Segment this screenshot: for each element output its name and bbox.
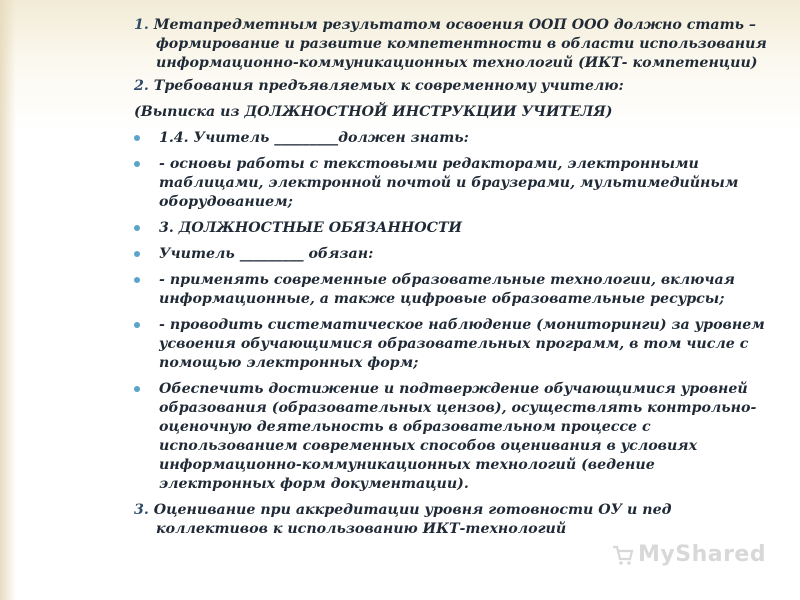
- bullet-text: Обеспечить достижение и подтверждение обучающимися уровней образования (образовательных цензов), осуществлять контрольно-оценочную деятельность в образовательном процессе с использованием современных способов оценивания в условиях информационно-коммуникационных технологий (ведение электронных форм документации).: [159, 381, 757, 492]
- excerpt-note: (Выписка из ДОЛЖНОСТНОЙ ИНСТРУКЦИИ УЧИТЕЛЯ): [134, 104, 613, 120]
- bullet-dot-icon: [134, 322, 140, 328]
- heading-number: 1.: [134, 17, 149, 33]
- heading-text: Требования предъявляемых к современному учителю:: [153, 78, 624, 94]
- bullet-dot-icon: [134, 251, 140, 257]
- bullet-dot-icon: [134, 386, 140, 392]
- bullet-text: 3. ДОЛЖНОСТНЫЕ ОБЯЗАННОСТИ: [159, 220, 462, 236]
- heading-text: Метапредметным результатом освоения ООП ООО должно стать – формирование и развитие компетентности в области использования информационно-коммуникационных технологий (ИКТ- компетенции): [153, 17, 767, 71]
- watermark: [612, 540, 772, 580]
- bullet-item: [134, 245, 774, 264]
- bullet-text: - проводить систематическое наблюдение (мониторинги) за уровнем усвоения обучающимися образовательных программ, в том числе с помощью электронных форм;: [159, 317, 765, 371]
- cart-icon: [612, 544, 634, 566]
- bullet-text: - применять современные образовательные технологии, включая информационные, а также цифровые образовательные ресурсы;: [159, 272, 735, 307]
- heading-1: [134, 16, 774, 73]
- slide-left-border: [0, 0, 16, 600]
- bullet-dot-icon: [134, 161, 140, 167]
- heading-text: Оценивание при аккредитации уровня готовности ОУ и пед коллективов к использованию ИКТ-технологий: [153, 502, 672, 537]
- bullet-item: [134, 271, 774, 309]
- bullet-dot-icon: [134, 135, 140, 141]
- bullet-dot-icon: [134, 277, 140, 283]
- heading-2: [134, 77, 774, 96]
- heading-number: 2.: [134, 78, 149, 94]
- bullet-dot-icon: [134, 225, 140, 231]
- bullet-item: [134, 155, 774, 212]
- bullet-text: Учитель _________ обязан:: [159, 246, 374, 262]
- bullet-item: [134, 316, 774, 373]
- heading-number: 3.: [134, 502, 149, 518]
- bullet-text: 1.4. Учитель _________должен знать:: [159, 130, 469, 146]
- bullet-text: - основы работы с текстовыми редакторами, электронными таблицами, электронной почтой и браузерами, мультимедийным оборудованием;: [159, 156, 739, 210]
- heading-3: [134, 501, 774, 539]
- bullet-item: [134, 219, 774, 238]
- slide-content: [134, 16, 774, 539]
- bullet-item: [134, 380, 774, 494]
- bullet-item: [134, 129, 774, 148]
- watermark-text: MyShared: [638, 542, 767, 567]
